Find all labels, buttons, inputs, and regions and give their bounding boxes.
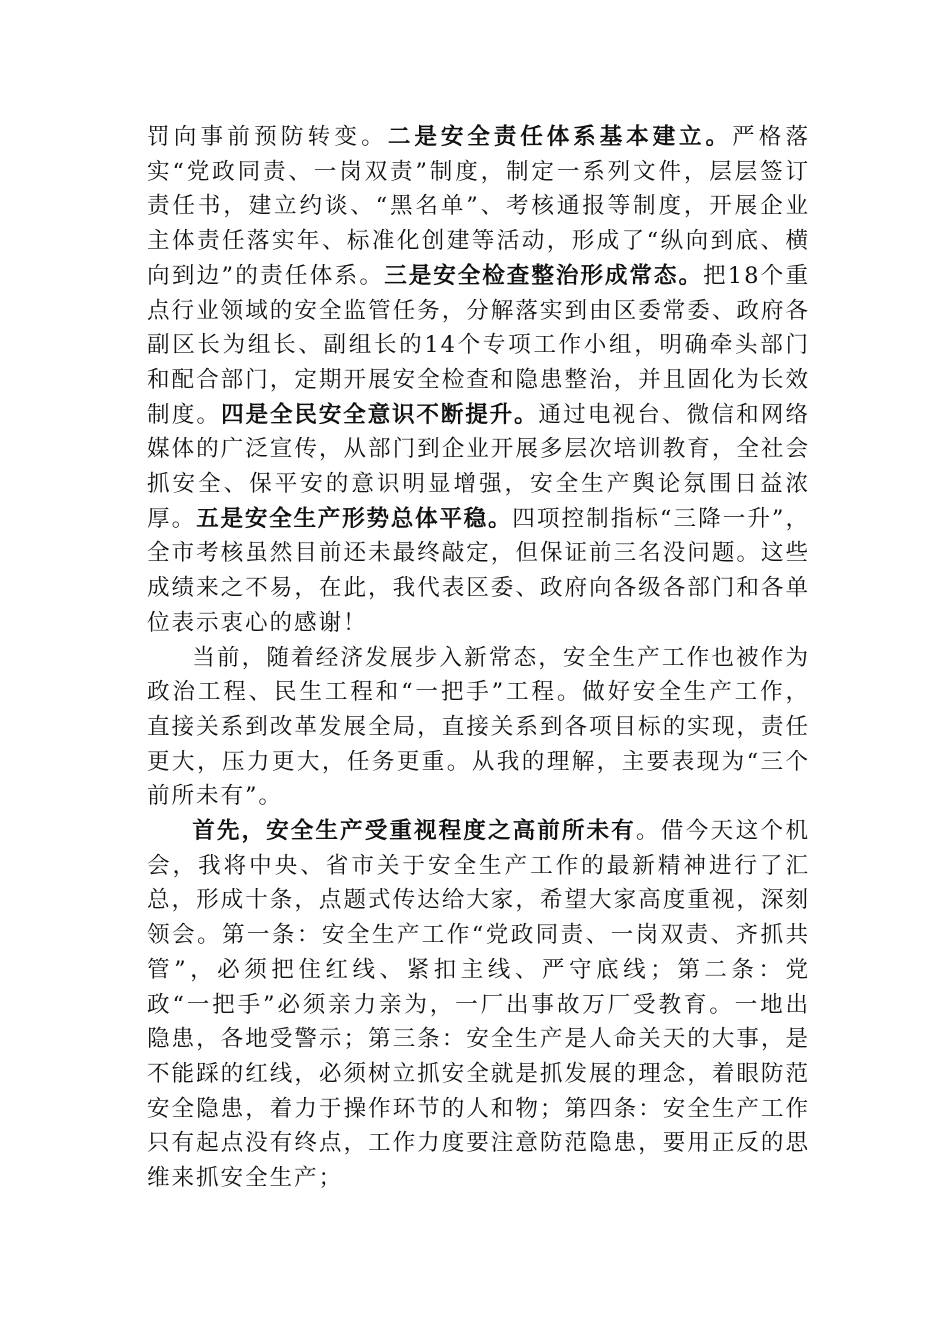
document-page [147, 120, 810, 1196]
bold-heading-first: 首先，安全生产受重视程度之高前所未有 [192, 818, 636, 845]
bold-heading-five: 五是安全生产形势总体平稳。 [196, 505, 513, 532]
text-segment: 四项控制指标“三降一升”，全市考核虽然目前还未最终敲定，但保证前三名没问题。这些成绩来之不易，在此，我代表区委、政府向各级各部门和各单位表示衷心的感谢！ [147, 505, 810, 636]
bold-heading-two: 二是安全责任体系基本建立。 [387, 124, 732, 150]
text-segment: 罚向事前预防转变。 [147, 124, 388, 150]
paragraph-current-situation [147, 641, 810, 815]
text-segment: 严格落实“党政同责、一岗双责”制度，制定一系列文件，层层签订责任书，建立约谈、“黑名单”、考核通报等制度，开展企业主体责任落实年、标准化创建等活动，形成了“纵向到底、横向到边”的责任体系。 [147, 124, 810, 289]
text-segment: 通过电视台、微信和网络媒体的广泛宣传，从部门到企业开展多层次培训教育，全社会抓安全、保平安的意识明显增强，安全生产舆论氛围日益浓厚。 [147, 401, 810, 532]
bold-heading-four: 四是全民安全意识不断提升。 [221, 401, 539, 428]
paragraph-achievements [147, 120, 810, 641]
bold-heading-three: 三是安全检查整治形成常态。 [384, 262, 703, 289]
text-segment: 把18个重点行业领域的安全监管任务，分解落实到由区委常委、政府各副区长为组长、副组长的14个专项工作小组，明确牵头部门和配合部门，定期开展安全检查和隐患整治，并且固化为长效制度。 [147, 262, 810, 428]
text-segment: 。借今天这个机会，我将中央、省市关于安全生产工作的最新精神进行了汇总，形成十条，点题式传达给大家，希望大家高度重视，深刻领会。第一条：安全生产工作“党政同责、一岗双责、齐抓共管”，必须把住红线、紧扣主线、严守底线；第二条：党政“一把手”必须亲力亲为，一厂出事故万厂受教育。一地出隐患，各地受警示；第三条：安全生产是人命关天的大事，是不能踩的红线，必须树立抓安全就是抓发展的理念，着眼防范安全隐患，着力于操作环节的人和物；第四条：安全生产工作只有起点没有终点，工作力度要注意防范隐患，要用正反的思维来抓安全生产； [147, 818, 810, 1192]
text-segment: 当前，随着经济发展步入新常态，安全生产工作也被作为政治工程、民生工程和“一把手”工程。做好安全生产工作，直接关系到改革发展全局，直接关系到各项目标的实现，责任更大，压力更大，任务更重。从我的理解，主要表现为“三个前所未有”。 [147, 644, 810, 810]
paragraph-first-point [147, 814, 810, 1196]
